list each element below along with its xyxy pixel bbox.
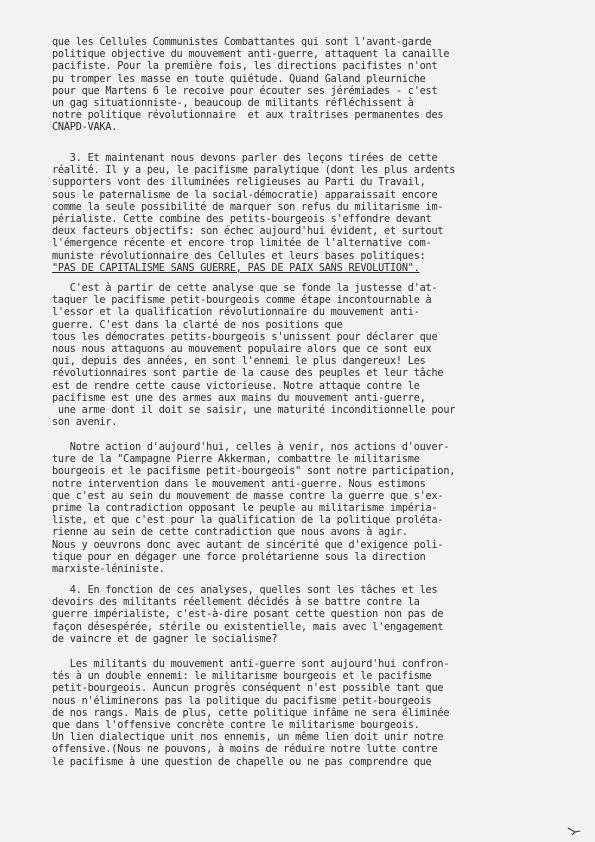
text-line: façon désespérée, stérile ou existentielle, mais avec l'engagement — [52, 621, 444, 633]
text-line: Un lien dialectique unit nos ennemis, un même lien doit unir notre — [52, 732, 444, 744]
text-line: muniste révolutionnaire des Cellules et leurs bases politiques: — [52, 250, 426, 262]
text-line: taquer le pacifisme petit-bourgeois comme étape incontournable à — [52, 295, 432, 307]
text-line: pacifisme est une des armes aux mains du mouvement anti-guerre, — [52, 392, 426, 404]
text-line: devoirs des militants réellement décidés à se battre contre la — [52, 597, 420, 609]
text-line: comme la seule possibilité de marquer son refus du militarisme im- — [52, 201, 444, 213]
text-line: CNAPD-VAKA. — [52, 122, 118, 134]
text-line: une arme dont il doit se saisir, une maturité inconditionnelle pour — [52, 405, 456, 416]
text-line: 3. Et maintenant nous devons parler des leçons tirées de cette — [52, 153, 438, 164]
text-line: "PAS DE CAPITALISME SANS GUERRE, PAS DE PAIX SANS REVOLUTION". — [52, 262, 420, 274]
text-line: notre intervention dans le mouvement anti-guerre. Nous estimons — [52, 478, 426, 490]
text-line: Notre action d'aujourd'hui, celles à venir, nos actions d'ouver- — [52, 442, 450, 453]
text-line: sous le paternalisme de la social-démocratie) apparaissait encore — [52, 189, 438, 201]
text-line: offensive.(Nous ne pouvons, à moins de réduire notre lutte contre — [52, 744, 438, 756]
text-line: petit-bourgeois. Auncun progrès conséquent n'est possible tant que — [52, 683, 444, 695]
text-line: 4. En fonction de ces analyses, quelles sont les tâches et les — [52, 585, 438, 596]
text-line: politique objective du mouvement anti-guerre, attaquent la canaille — [52, 49, 450, 61]
text-line: tique pour en dégager une force prolétarienne sous la direction — [52, 551, 426, 563]
text-line: tés à un double ennemi: le militarisme bourgeois et le pacifisme — [52, 671, 432, 683]
text-line: que dans l'offensive concrète contre le militarisme bourgeois. — [52, 720, 420, 731]
text-line: marxiste-léniniste. — [52, 564, 165, 575]
text-line: pu tromper les masse en toute quiétude. Quand Galand pleurniche — [52, 73, 426, 85]
text-line: réalité. Il y a peu, le pacifisme paralytique (dont les plus ardents — [52, 165, 456, 177]
text-line: bourgeois et le pacifisme petit-bourgeois" sont notre participation, — [52, 466, 456, 478]
text-line: le pacifisme à une question de chapelle ou ne pas comprendre que — [52, 756, 432, 768]
text-line: l'émergence récente et encore trop limitée de l'alternative com- — [52, 238, 432, 250]
text-line: périaliste. Cette combine des petits-bourgeois s'effondre devant — [52, 214, 432, 225]
text-line: révolutionnaires sont partie de la cause des peuples et leur tâche — [52, 368, 444, 380]
text-line: de nos rangs. Mais de plus, cette politique infâme ne sera éliminée — [52, 707, 450, 719]
text-line: un gag situationniste-, beaucoup de militants réfléchissent à — [52, 98, 414, 109]
text-line: son avenir. — [52, 417, 118, 429]
text-line: liste, et que c'est pour la qualification de la politique proléta- — [52, 515, 444, 527]
text-line: guerre. C'est dans la clarté de nos positions que — [52, 319, 343, 331]
text-line: pour que Martens 6 le recoive pour écouter ses jérémiades - c'est — [52, 85, 438, 97]
text-line: deux facteurs objectifs: son échec aujourd'hui évident, et surtout — [52, 226, 444, 238]
text-line: pacifiste. Pour la première fois, les directions pacifistes n'ont — [52, 61, 438, 73]
text-line: l'essor et la qualification révolutionnaire du mouvement anti- — [52, 307, 420, 319]
text-line: nous n'éliminerons pas la politique du pacifisme petit-bourgeois — [52, 695, 432, 707]
text-line: rienne au sein de cette contradiction que nous avons à agir. — [52, 527, 408, 539]
text-line: notre politique révolutionnaire et aux traîtrises permanentes des — [52, 110, 444, 122]
text-line: supporters vont des illuminées religieuses au Parti du Travail, — [52, 177, 426, 189]
pen-mark — [566, 826, 582, 836]
text-line: que les Cellules Communistes Combattantes qui sont l'avant-garde — [52, 37, 432, 48]
text-line: Nous y oeuvrons donc avec autant de sincérité que d'exigence poli- — [52, 539, 444, 551]
text-line: que c'est au sein du mouvement de masse contre la guerre que s'ex- — [52, 490, 444, 502]
text-line: tous les démocrates petits-bourgeois s'unissent pour déclarer que — [52, 331, 438, 343]
text-line: Les militants du mouvement anti-guerre sont aujourd'hui confron- — [52, 659, 450, 670]
text-line: qui, depuis des années, en sont l'ennemi le plus dangereux! Les — [52, 356, 426, 368]
text-line: est de rendre cette cause victorieuse. Notre attaque contre le — [52, 380, 420, 392]
text-line: de vaincre et de gagner le socialisme? — [52, 633, 278, 645]
text-line: guerre impérialiste, c'est-à-dire posant cette question non pas de — [52, 609, 444, 621]
text-line: ture de la "Campagne Pierre Akkerman, combattre le militarisme — [52, 454, 420, 466]
text-line: nous nous attaquons au mouvement populaire alors que ce sont eux — [52, 344, 432, 355]
text-line: prime la contradiction opposant le peuple au militarisme impéria- — [52, 503, 438, 514]
text-line: C'est à partir de cette analyse que se fonde la justesse d'at- — [52, 283, 438, 294]
